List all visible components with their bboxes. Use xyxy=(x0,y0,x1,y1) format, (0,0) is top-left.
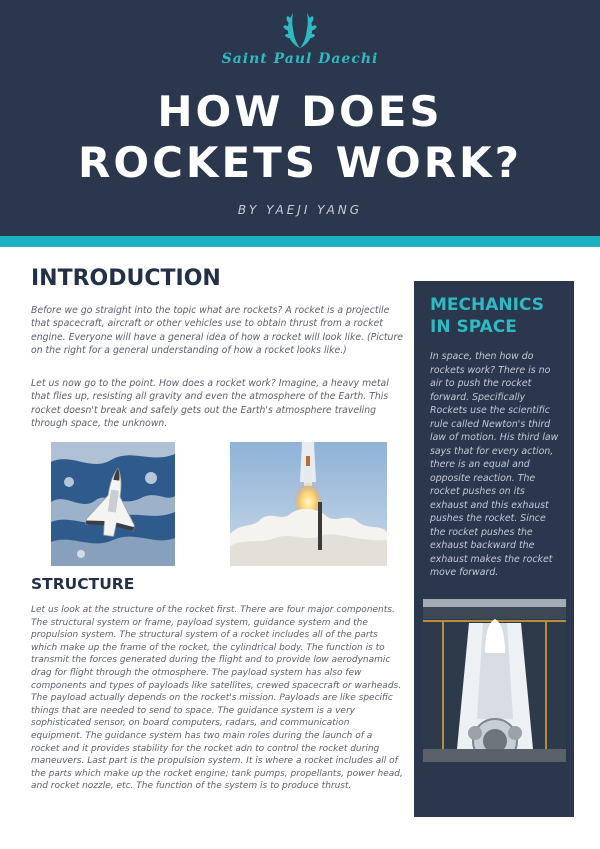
sidebar-panel xyxy=(414,281,574,817)
school-name: Saint Paul Daechi xyxy=(221,51,379,67)
sidebar-heading xyxy=(430,294,570,338)
structure-heading: STRUCTURE xyxy=(31,575,135,593)
title-line-1: HOW DOES xyxy=(157,87,443,136)
header-banner xyxy=(0,0,600,236)
title-line-2: ROCKETS WORK? xyxy=(78,138,522,187)
introduction-heading: INTRODUCTION xyxy=(31,266,221,291)
sidebar-heading-line-1: MECHANICS xyxy=(430,295,544,315)
rocket-assembly-photo xyxy=(423,599,566,762)
sidebar-text: In space, then how do rockets work? There is no air to push the rocket forward. Specifically Rockets use the scientific rule called Newton's third law of motion. His third law says that for every action, there is an equal and opposite reaction. The rocket pushes on its exhaust and this exhaust pushes the rocket. Since the rocket pushes the exhaust backward the exhaust makes the rocket move forward. xyxy=(430,351,559,578)
accent-divider xyxy=(0,236,600,247)
introduction-paragraph-1: Before we go straight into the topic what are rockets? A rocket is a projectile that spacecraft, aircraft or other vehicles use to obtain thrust from a rocket engine. Everyone will have a general idea of how a rocket will look like. (Picture on the right for a general understanding of how a rocket looks like.) xyxy=(31,305,403,356)
laurel-wreath-icon xyxy=(283,10,317,50)
author-byline: BY YAEJI YANG xyxy=(237,203,363,217)
sidebar-heading-line-2: IN SPACE xyxy=(430,317,517,337)
structure-paragraph: Let us look at the structure of the rocket first. There are four major components. The structural system or frame, payload system, guidance system and the propulsion system. The structural system of a rocket includes all of the parts which make up the frame of the rocket, the cylindrical body. The function is to transmit the forces generated during the flight and to provide low aerodynamic drag for flight through the otmosphere. The payload system has also few components and types of payloads like satellites, crewed spacecraft or warheads. The payload actually depends on the rocket's mission. Payloads are like specific things that are needed to send to space. The guidance system is a very sophisticated sensor, on board computers, radars, and communication equipment. The guidance system has two main roles during the launch of a rocket and it provides stability for the rocket adn to control the rocket during maneuvers. Last part is the propulsion system. It is where a rocket includes all of the parts which make up the rocket engine; tank pumps, propellants, power head, and rocket nozzle, etc. The function of the system is to produce thrust. xyxy=(31,605,403,792)
shuttle-orbit-photo xyxy=(51,442,175,566)
introduction-paragraph-2: Let us now go to the point. How does a rocket work? Imagine, a heavy metal that flies up, resisting all gravity and even the atmosphere of the Earth. This rocket doesn't break and safely gets out the Earth's atmosphere traveling through space, the unknown. xyxy=(31,378,389,429)
page-title xyxy=(0,86,600,188)
shuttle-launch-photo xyxy=(230,442,387,566)
